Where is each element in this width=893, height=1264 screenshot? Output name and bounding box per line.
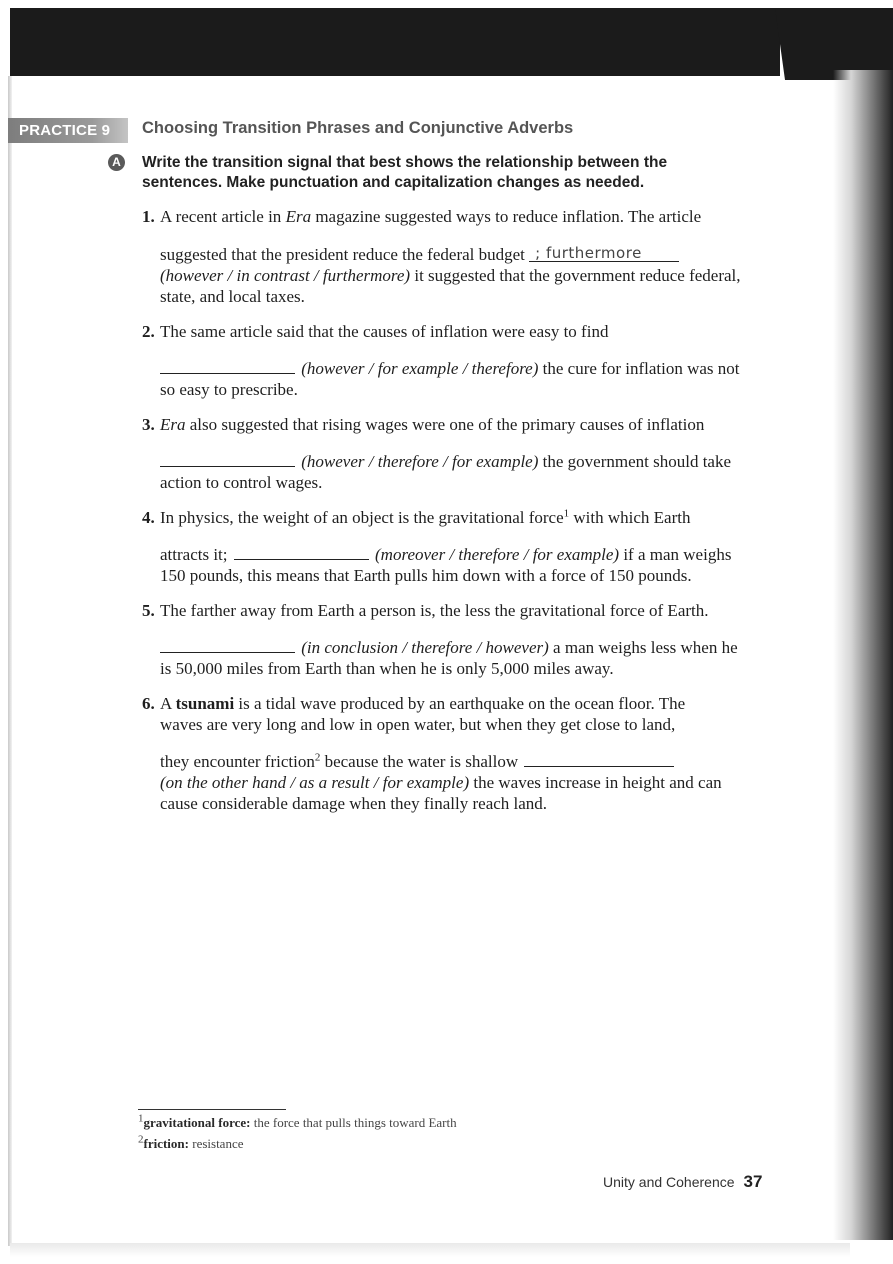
- item-text: because the water is shallow: [320, 752, 519, 771]
- answer-blank[interactable]: [160, 638, 295, 653]
- answer-blank[interactable]: [524, 752, 674, 767]
- answer-blank[interactable]: [160, 359, 295, 374]
- item-line: waves are very long and low in open water, but when they get close to land,: [160, 715, 676, 734]
- item-line: The same article said that the causes of inflation were easy to find: [160, 322, 609, 341]
- footnote-text: the force that pulls things toward Earth: [250, 1115, 457, 1130]
- footnote-divider: [138, 1109, 286, 1110]
- answer-blank[interactable]: [160, 452, 295, 467]
- answer-options: (however / therefore / for example): [301, 452, 539, 471]
- item-line: [160, 414, 704, 435]
- footnote-2: [138, 1133, 244, 1152]
- scan-shadow-top: [10, 8, 780, 76]
- answer-blank-filled[interactable]: ; furthermore: [529, 245, 679, 262]
- item-text: if a man weighs: [619, 545, 732, 564]
- practice-title: Choosing Transition Phrases and Conjunctive Adverbs: [142, 119, 574, 137]
- item-line: so easy to prescribe.: [160, 380, 298, 399]
- item-line: [160, 265, 741, 286]
- page-footer: [603, 1172, 762, 1192]
- chapter-name: Unity and Coherence: [603, 1174, 735, 1190]
- item-line: [160, 206, 701, 227]
- footnote-term: friction:: [143, 1136, 189, 1151]
- item-line: [160, 244, 679, 265]
- item-line: cause considerable damage when they finally reach land.: [160, 794, 548, 813]
- item-number: 5.: [142, 601, 155, 620]
- answer-blank[interactable]: [234, 545, 369, 560]
- item-text: it suggested that the government reduce federal,: [410, 266, 741, 285]
- item-number: 3.: [142, 415, 155, 434]
- item-number: 1.: [142, 207, 155, 226]
- item-line: [160, 693, 685, 714]
- answer-options: (on the other hand / as a result / for example): [160, 773, 470, 792]
- footnote-1: [138, 1112, 457, 1131]
- item-number: 4.: [142, 508, 155, 527]
- answer-options: (moreover / therefore / for example): [375, 545, 620, 564]
- glossary-term: tsunami: [175, 694, 235, 713]
- scan-shadow-bottom: [10, 1243, 850, 1257]
- item-text: A: [160, 694, 176, 713]
- footnote-marker: 1: [138, 1112, 144, 1125]
- item-line: is 50,000 miles from Earth than when he is only 5,000 miles away.: [160, 659, 614, 678]
- item-line: [160, 637, 738, 658]
- item-text: A recent article in: [160, 207, 286, 226]
- footnote-ref: 1: [563, 507, 570, 520]
- footnote-term: gravitational force:: [143, 1115, 251, 1130]
- section-marker: A: [108, 154, 125, 171]
- item-line: 150 pounds, this means that Earth pulls him down with a force of 150 pounds.: [160, 566, 692, 585]
- scan-shadow-right: [833, 70, 893, 1240]
- item-line: The farther away from Earth a person is, the less the gravitational force of Earth.: [160, 601, 709, 620]
- answer-options: (in conclusion / therefore / however): [301, 638, 549, 657]
- item-text: is a tidal wave produced by an earthquake on the ocean floor. The: [234, 694, 686, 713]
- item-text: a man weighs less when he: [548, 638, 738, 657]
- magazine-name: Era: [160, 415, 186, 434]
- item-number: 6.: [142, 694, 155, 713]
- footnote-ref: 2: [314, 751, 321, 764]
- item-number: 2.: [142, 322, 155, 341]
- item-line: [160, 451, 731, 472]
- answer-options: (however / in contrast / furthermore): [160, 266, 411, 285]
- practice-badge: PRACTICE 9: [8, 118, 128, 143]
- item-line: [160, 507, 690, 528]
- instructions-line: sentences. Make punctuation and capitalization changes as needed.: [142, 174, 645, 191]
- item-line: [160, 751, 676, 772]
- scan-shadow-left: [8, 76, 12, 1246]
- footnote-text: resistance: [188, 1136, 244, 1151]
- item-line: [160, 544, 731, 565]
- instructions-line: Write the transition signal that best shows the relationship between the: [142, 154, 668, 171]
- item-line: state, and local taxes.: [160, 287, 305, 306]
- footnote-marker: 2: [138, 1133, 144, 1146]
- item-text: also suggested that rising wages were one of the primary causes of inflation: [185, 415, 705, 434]
- item-text: they encounter friction: [160, 752, 315, 771]
- item-line: [160, 772, 722, 793]
- item-line: action to control wages.: [160, 473, 323, 492]
- magazine-name: Era: [285, 207, 312, 226]
- item-text: the cure for inflation was not: [538, 359, 740, 378]
- page-number: 37: [743, 1172, 763, 1191]
- instructions: [142, 153, 702, 193]
- item-line: [160, 358, 740, 379]
- item-text: the government should take: [538, 452, 732, 471]
- item-text: suggested that the president reduce the federal budget: [160, 245, 525, 264]
- answer-options: (however / for example / therefore): [301, 359, 539, 378]
- item-text: magazine suggested ways to reduce inflation. The article: [311, 207, 702, 226]
- item-text: attracts it;: [160, 545, 228, 564]
- item-text: In physics, the weight of an object is the gravitational force: [160, 508, 564, 527]
- item-text: with which Earth: [569, 508, 691, 527]
- item-text: the waves increase in height and can: [469, 773, 722, 792]
